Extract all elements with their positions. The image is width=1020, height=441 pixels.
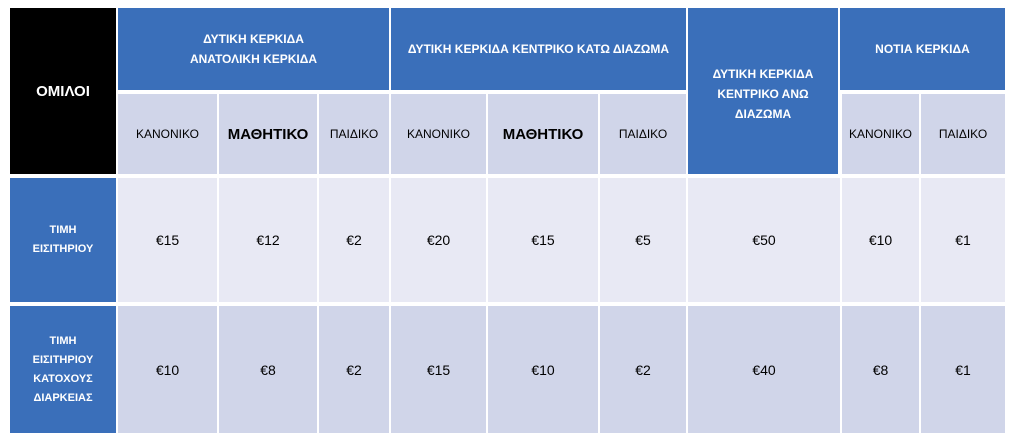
price-cell — [319, 306, 389, 433]
price-value: €10 — [531, 361, 555, 378]
subheader-child-1-label: ΠΑΙΔΙΚΟ — [329, 127, 379, 141]
subheader-regular-1 — [118, 94, 217, 174]
row-label-line: ΕΙΣΙΤΗΡΙΟΥ — [32, 243, 94, 255]
subheader-regular-4-label: ΚΑΝΟΝΙΚΟ — [849, 127, 912, 141]
price-cell — [842, 306, 919, 433]
row-label-line: ΕΙΣΙΤΗΡΙΟΥ — [32, 353, 94, 366]
price-value: €2 — [346, 232, 362, 248]
price-cell — [118, 306, 217, 433]
row-label-season-ticket-price — [10, 306, 116, 433]
price-cell — [488, 306, 598, 433]
price-cell — [921, 306, 1005, 433]
price-value: €15 — [531, 232, 555, 248]
price-cell — [319, 178, 389, 302]
price-value: €1 — [955, 232, 971, 248]
header-west-stand-label: ΔΥΤΙΚΗ ΚΕΡΚΙΔΑ — [203, 32, 304, 46]
row-label-line: ΤΙΜΗ — [49, 334, 77, 347]
subheader-child-2-label: ΠΑΙΔΙΚΟ — [618, 127, 668, 141]
subheader-child-4 — [921, 94, 1005, 174]
price-value: €40 — [752, 361, 776, 378]
groups-header — [10, 8, 116, 174]
subheader-child-1 — [319, 94, 389, 174]
price-cell — [600, 178, 686, 302]
price-cell — [219, 178, 317, 302]
subheader-regular-2 — [391, 94, 486, 174]
price-value: €5 — [635, 232, 651, 248]
price-cell — [688, 178, 840, 302]
price-cell — [921, 178, 1005, 302]
price-value: €12 — [256, 232, 280, 248]
price-cell — [118, 178, 217, 302]
header-west-central-upper — [688, 8, 838, 174]
subheader-regular-1-label: ΚΑΝΟΝΙΚΟ — [136, 127, 199, 141]
price-cell — [600, 306, 686, 433]
subheader-regular-2-label: ΚΑΝΟΝΙΚΟ — [407, 127, 470, 141]
header-west-central-upper-line2: ΚΕΝΤΡΙΚΟ ΑΝΩ — [717, 87, 809, 101]
price-value: €8 — [260, 361, 276, 378]
header-west-central-lower — [391, 8, 686, 90]
price-cell — [391, 306, 486, 433]
header-south-stand-label: ΝΟΤΙΑ ΚΕΡΚΙΔΑ — [875, 42, 970, 56]
price-value: €8 — [872, 361, 889, 378]
price-value: €1 — [955, 361, 971, 378]
row-label-line: ΚΑΤΟΧΟΥΣ — [33, 372, 93, 385]
groups-header-label: ΟΜΙΛΟΙ — [36, 82, 90, 100]
header-east-stand-label: ΑΝΑΤΟΛΙΚΗ ΚΕΡΚΙΔΑ — [189, 52, 318, 66]
price-cell — [842, 178, 919, 302]
header-south-stand — [840, 8, 1005, 90]
header-west-central-upper-line3: ΔΙΑΖΩΜΑ — [734, 107, 792, 121]
price-value: €15 — [426, 361, 451, 378]
row-label-line: ΔΙΑΡΚΕΙΑΣ — [33, 391, 93, 404]
price-value: €2 — [635, 361, 651, 378]
price-value: €50 — [752, 232, 776, 248]
price-cell — [488, 178, 598, 302]
price-value: €10 — [155, 361, 180, 378]
header-west-central-upper-line1: ΔΥΤΙΚΗ ΚΕΡΚΙΔΑ — [712, 67, 814, 81]
subheader-student-1-label: ΜΑΘΗΤΙΚΟ — [227, 125, 309, 143]
subheader-child-4-label: ΠΑΙΔΙΚΟ — [938, 127, 988, 141]
price-cell — [688, 306, 840, 433]
price-value: €20 — [426, 232, 451, 248]
subheader-student-1 — [219, 94, 317, 174]
price-value: €2 — [346, 361, 362, 378]
price-value: €15 — [155, 232, 180, 248]
header-west-central-lower-label: ΔΥΤΙΚΗ ΚΕΡΚΙΔΑ ΚΕΝΤΡΙΚΟ ΚΑΤΩ ΔΙΑΖΩΜΑ — [407, 42, 670, 56]
row-label-line: ΤΙΜΗ — [49, 224, 77, 236]
subheader-student-2 — [488, 94, 598, 174]
subheader-student-2-label: ΜΑΘΗΤΙΚΟ — [502, 125, 584, 143]
subheader-regular-4 — [842, 94, 919, 174]
header-west-east-stand — [118, 8, 389, 90]
price-value: €10 — [868, 232, 893, 248]
price-cell — [391, 178, 486, 302]
subheader-child-2 — [600, 94, 686, 174]
price-cell — [219, 306, 317, 433]
row-label-ticket-price — [10, 178, 116, 302]
